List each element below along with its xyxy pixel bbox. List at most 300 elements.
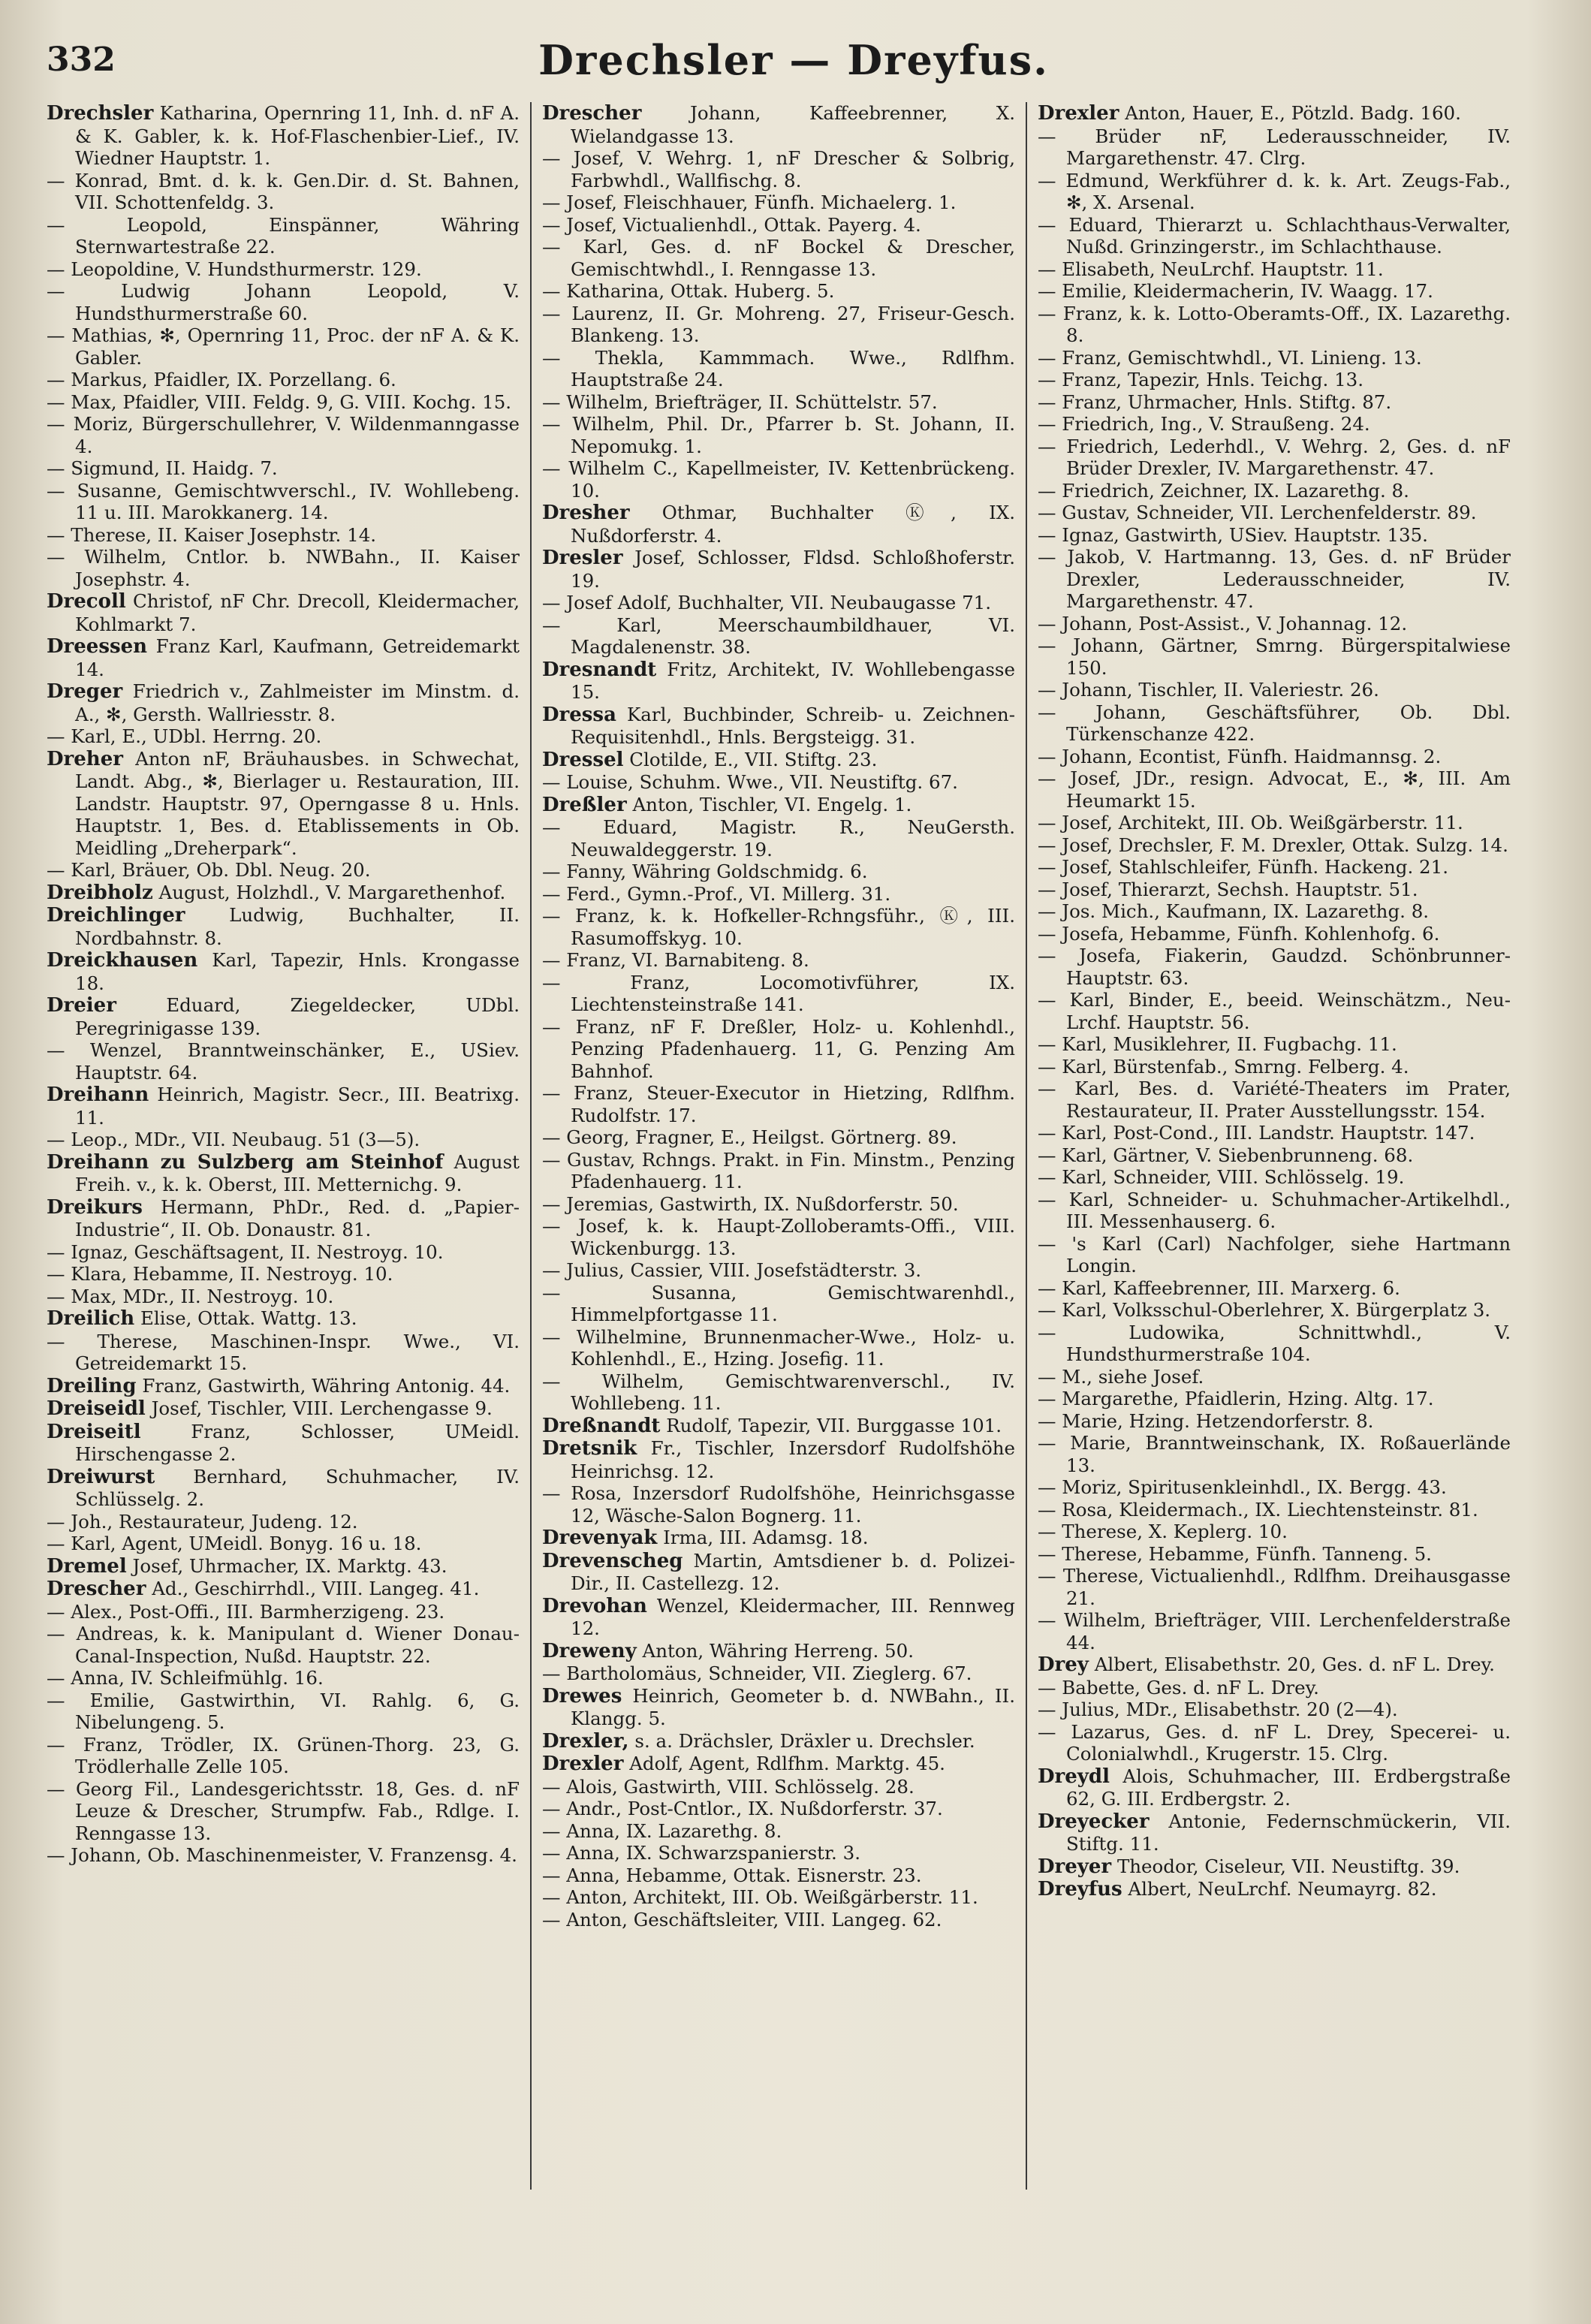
- entry-surname: Dreiseidl: [47, 1397, 146, 1420]
- directory-entry: [47, 1196, 520, 1241]
- directory-entry: [542, 413, 1015, 457]
- entry-text: Adolf, Agent, Rdlfhm. Marktg. 45.: [629, 1753, 945, 1774]
- directory-entry: [1038, 1432, 1511, 1476]
- directory-entry: [47, 1578, 520, 1601]
- directory-entry: [1038, 436, 1511, 480]
- directory-entry: [1038, 170, 1511, 214]
- entry-text: — Ludowika, Schnittwhdl., V. Hundsthurmerstraße 104.: [1038, 1321, 1511, 1365]
- entry-text: — Katharina, Ottak. Huberg. 5.: [542, 280, 835, 302]
- directory-entry: [1038, 701, 1511, 746]
- entry-text: — Andreas, k. k. Manipulant d. Wiener Donau-Canal-Inspection, Nußd. Hauptstr. 22.: [47, 1623, 520, 1667]
- directory-entry: [47, 1397, 520, 1421]
- directory-entry: [542, 1370, 1015, 1415]
- directory-entry: [542, 214, 1015, 237]
- entry-surname: Drechsler: [47, 102, 154, 125]
- entry-text: — Franz, VI. Barnabiteng. 8.: [542, 949, 809, 971]
- entry-text: — Johann, Gärtner, Smrng. Bürgerspitalwiese 150.: [1038, 635, 1511, 679]
- entry-text: — Franz, nF F. Dreßler, Holz- u. Kohlenhdl., Penzing Pfadenhauerg. 11, G. Penzing Am Bahnhof.: [542, 1015, 1015, 1082]
- directory-entry: [1038, 746, 1511, 768]
- entry-text: — Therese, II. Kaiser Josephstr. 14.: [47, 523, 377, 546]
- directory-entry: [1038, 1078, 1511, 1122]
- entry-text: — Margarethe, Pfaidlerin, Hzing. Altg. 17.: [1038, 1388, 1434, 1409]
- entry-text: — Johann, Ob. Maschinenmeister, V. Franzensg. 4.: [47, 1844, 517, 1866]
- directory-entry: [542, 1527, 1015, 1550]
- entry-text: — Emilie, Kleidermacherin, IV. Waagg. 17.: [1038, 280, 1433, 302]
- entry-surname: Drevenscheg: [542, 1549, 683, 1572]
- directory-entry: [47, 882, 520, 905]
- directory-entry: [542, 1730, 1015, 1753]
- entry-text: — Wilhelm, Gemischtwarenverschl., IV. Wohllebeng. 11.: [542, 1370, 1015, 1414]
- entry-text: — M., siehe Josef.: [1038, 1365, 1204, 1388]
- directory-entry: [47, 1307, 520, 1331]
- entry-surname: Dreiling: [47, 1374, 137, 1397]
- entry-surname: Drexler: [542, 1753, 624, 1775]
- directory-entry: [47, 949, 520, 994]
- entry-text: Franz, Schlosser, UMeidl. Hirschengasse 2.: [75, 1420, 520, 1465]
- directory-entry: [542, 547, 1015, 592]
- entry-surname: Drecoll: [47, 590, 126, 613]
- directory-entry: [1038, 1855, 1511, 1879]
- directory-entry: [47, 1241, 520, 1264]
- entry-text: — Ludwig Johann Leopold, V. Hundsthurmerstraße 60.: [47, 280, 520, 324]
- directory-entry: [1038, 767, 1511, 812]
- directory-entry: [1038, 1765, 1511, 1810]
- directory-entry: [542, 1640, 1015, 1663]
- directory-entry: [1038, 546, 1511, 613]
- directory-entry: [1038, 1810, 1511, 1855]
- directory-entry: [1038, 1322, 1511, 1366]
- entry-text: — Sigmund, II. Haidg. 7.: [47, 457, 278, 479]
- entry-text: — Karl, Kaffeebrenner, III. Marxerg. 6.: [1038, 1277, 1400, 1299]
- directory-entry: [542, 1149, 1015, 1193]
- entry-text: — Max, Pfaidler, VIII. Feldg. 9, G. VIII. Kochg. 15.: [47, 390, 512, 413]
- directory-entry: [542, 816, 1015, 861]
- entry-text: — Joh., Restaurateur, Judeng. 12.: [47, 1510, 358, 1533]
- entry-surname: Dreikurs: [47, 1195, 143, 1219]
- page-title: Drechsler — Dreyfus.: [538, 36, 1049, 84]
- entry-text: — Susanne, Gemischtwverschl., IV. Wohllebeng. 11 u. III. Marokkanerg. 14.: [47, 479, 520, 523]
- entry-text: Rudolf, Tapezir, VII. Burggasse 101.: [666, 1414, 1002, 1436]
- directory-entry: [1038, 1499, 1511, 1521]
- directory-entry: [1038, 1122, 1511, 1144]
- directory-entry: [1038, 413, 1511, 436]
- entry-text: Josef, Tischler, VIII. Lerchengasse 9.: [151, 1397, 493, 1419]
- directory-entry: [542, 280, 1015, 303]
- entry-text: — Johann, Econtist, Fünfh. Haidmannsg. 2.: [1038, 745, 1442, 767]
- directory-entry: [1038, 347, 1511, 369]
- entry-surname: Drexler,: [542, 1729, 629, 1753]
- entry-text: — Jakob, V. Hartmanng. 13, Ges. d. nF Brüder Drexler, Lederausschneider, IV. Margarethenstr. 47.: [1038, 546, 1511, 612]
- entry-text: Ludwig, Buchhalter, II. Nordbahnstr. 8.: [75, 904, 520, 949]
- directory-entry: [47, 994, 520, 1039]
- entry-text: — Anton, Geschäftsleiter, VIII. Langeg. 62.: [542, 1908, 942, 1931]
- entry-surname: Dreyecker: [1038, 1810, 1150, 1833]
- entry-surname: Drescher: [47, 1578, 146, 1600]
- entry-surname: Dressa: [542, 703, 616, 726]
- entry-text: — Karl, Musiklehrer, II. Fugbachg. 11.: [1038, 1033, 1397, 1055]
- directory-entry: [47, 214, 520, 258]
- entry-text: — Franz, Uhrmacher, Hnls. Stiftg. 87.: [1038, 390, 1392, 413]
- directory-entry: [1038, 1565, 1511, 1609]
- directory-entry: [47, 859, 520, 882]
- directory-entry: [47, 1623, 520, 1667]
- entry-text: — Franz, Tapezir, Hnls. Teichg. 13.: [1038, 369, 1364, 390]
- entry-text: — Josef, Drechsler, F. M. Drexler, Ottak. Sulzg. 14.: [1038, 833, 1508, 856]
- directory-entry: [1038, 1476, 1511, 1499]
- entry-surname: Dreweny: [542, 1639, 637, 1662]
- directory-entry: [1038, 1166, 1511, 1189]
- entry-text: Friedrich v., Zahlmeister im Minstm. d. A., ✻, Gersth. Wallriesstr. 8.: [75, 680, 520, 725]
- entry-surname: Drevohan: [542, 1594, 647, 1617]
- entry-text: — Friedrich, Zeichner, IX. Lazarethg. 8.: [1038, 479, 1409, 502]
- entry-text: Josef, Schlosser, Fldsd. Schloßhoferstr. 19.: [571, 547, 1015, 592]
- directory-entry: [542, 659, 1015, 704]
- directory-entry: [1038, 900, 1511, 923]
- entry-text: Franz, Gastwirth, Währing Antonig. 44.: [142, 1374, 511, 1397]
- column-1: [47, 102, 520, 2280]
- directory-entry: [1038, 879, 1511, 901]
- entry-text: — Karl, Meerschaumbildhauer, VI. Magdalenenstr. 38.: [542, 613, 1015, 658]
- entry-text: — Jeremias, Gastwirth, IX. Nußdorferstr. 50.: [542, 1192, 959, 1215]
- entry-text: — Alex., Post-Offi., III. Barmherzigeng. 23.: [47, 1600, 445, 1623]
- directory-entry: [542, 1662, 1015, 1685]
- entry-text: — Karl, Bes. d. Variété-Theaters im Prater, Restaurateur, II. Prater Ausstellungsstr. 154.: [1038, 1078, 1511, 1122]
- entry-text: — Marie, Hzing. Hetzendorferstr. 8.: [1038, 1409, 1374, 1432]
- entry-text: — Franz, Steuer-Executor in Hietzing, Rdlfhm. Rudolfstr. 17.: [542, 1082, 1015, 1126]
- entry-text: — Jos. Mich., Kaufmann, IX. Lazarethg. 8.: [1038, 900, 1430, 922]
- directory-entry: [47, 457, 520, 480]
- entry-text: — Leopold, Einspänner, Währing Sternwartestraße 22.: [47, 213, 520, 258]
- entry-surname: Dreyer: [1038, 1855, 1112, 1878]
- entry-text: — Leop., MDr., VII. Neubaug. 51 (3—5).: [47, 1129, 420, 1150]
- directory-entry: [542, 1082, 1015, 1126]
- entry-text: Martin, Amtsdiener b. d. Polizei-Dir., II. Castellezg. 12.: [571, 1549, 1015, 1594]
- directory-entry: [542, 1685, 1015, 1730]
- column-3: [1038, 102, 1511, 2280]
- directory-entry: [47, 725, 520, 748]
- directory-entry: [1038, 1299, 1511, 1322]
- directory-entry: [1038, 1543, 1511, 1566]
- column-divider: [1026, 102, 1027, 2190]
- entry-surname: Dreyfus: [1038, 1878, 1122, 1900]
- entry-text: — Franz, k. k. Hofkeller-Rchngsführ., Ⓚ, III. Rasumoffskyg. 10.: [542, 905, 1015, 949]
- directory-entry: [542, 1126, 1015, 1149]
- entry-text: — Rosa, Kleidermach., IX. Liechtensteinstr. 81.: [1038, 1498, 1478, 1521]
- entry-text: — Josef, JDr., resign. Advocat, E., ✻, III. Am Heumarkt 15.: [1038, 767, 1511, 812]
- entry-text: — Bartholomäus, Schneider, VII. Zieglerg. 67.: [542, 1662, 972, 1684]
- entry-text: Fritz, Architekt, IV. Wohllebengasse 15.: [571, 658, 1015, 703]
- directory-entry: [542, 1842, 1015, 1864]
- entry-surname: Dreher: [47, 747, 123, 770]
- entry-text: — Therese, Victualienhdl., Rdlfhm. Dreihausgasse 21.: [1038, 1565, 1511, 1609]
- directory-entry: [1038, 1410, 1511, 1433]
- entry-text: Hermann, PhDr., Red. d. „Papier-Industrie“, II. Ob. Donaustr. 81.: [75, 1195, 520, 1240]
- entry-text: — Josefa, Fiakerin, Gaudzd. Schönbrunner-Hauptstr. 63.: [1038, 945, 1511, 989]
- directory-entry: [542, 972, 1015, 1016]
- directory-entry: [47, 546, 520, 590]
- entry-surname: Dresler: [542, 547, 623, 569]
- directory-entry: [542, 1595, 1015, 1640]
- directory-entry: [1038, 1878, 1511, 1901]
- directory-entry: [542, 1864, 1015, 1887]
- entry-text: — Friedrich, Ing., V. Straußeng. 24.: [1038, 413, 1370, 435]
- entry-text: Heinrich, Magistr. Secr., III. Beatrixg. 11.: [75, 1084, 520, 1129]
- directory-entry: [542, 883, 1015, 906]
- directory-entry: [1038, 502, 1511, 524]
- directory-entry: [542, 1215, 1015, 1259]
- entry-surname: Dreßnandt: [542, 1414, 661, 1437]
- directory-entry: [1038, 945, 1511, 989]
- entry-text: — Anna, IX. Lazarethg. 8.: [542, 1819, 782, 1842]
- entry-text: — Eduard, Magistr. R., NeuGersth. Neuwaldeggerstr. 19.: [542, 816, 1015, 861]
- column-2: [542, 102, 1015, 2280]
- entry-text: Johann, Kaffeebrenner, X. Wielandgasse 13.: [571, 102, 1015, 147]
- directory-entry: [542, 457, 1015, 502]
- entry-text: — Laurenz, II. Gr. Mohreng. 27, Friseur-Gesch. Blankeng. 13.: [542, 302, 1015, 346]
- entry-text: — Mathias, ✻, Opernring 11, Proc. der nF A. & K. Gabler.: [47, 324, 520, 369]
- entry-text: — Johann, Tischler, II. Valeriestr. 26.: [1038, 679, 1379, 701]
- directory-entry: [1038, 524, 1511, 547]
- directory-entry: [47, 1533, 520, 1555]
- entry-surname: Dressel: [542, 748, 624, 771]
- entry-text: — Wenzel, Branntweinschänker, E., USiev. Hauptstr. 64.: [47, 1039, 520, 1084]
- entry-text: Franz Karl, Kaufmann, Getreidemarkt 14.: [75, 635, 520, 680]
- entry-text: — Ignaz, Geschäftsagent, II. Nestroyg. 10.: [47, 1240, 444, 1263]
- entry-text: — Fanny, Währing Goldschmidg. 6.: [542, 861, 868, 882]
- entry-text: — Susanna, Gemischtwarenhdl., Himmelpfortgasse 11.: [542, 1281, 1015, 1325]
- entry-text: — Karl, Bürstenfab., Smrng. Felberg. 4.: [1038, 1055, 1409, 1078]
- entry-text: Eduard, Ziegeldecker, UDbl. Peregrinigasse 139.: [75, 994, 520, 1039]
- directory-entry: [1038, 812, 1511, 834]
- directory-entry: [542, 1482, 1015, 1527]
- entry-text: Anton, Hauer, E., Pötzld. Badg. 160.: [1125, 102, 1461, 124]
- directory-entry: [1038, 856, 1511, 879]
- directory-entry: [542, 191, 1015, 214]
- entry-text: — Wilhelm, Phil. Dr., Pfarrer b. St. Johann, II. Nepomukg. 1.: [542, 413, 1015, 457]
- entry-surname: Dreßler: [542, 793, 627, 816]
- directory-entry: [542, 502, 1015, 547]
- directory-entry: [1038, 613, 1511, 635]
- entry-text: — Wilhelm, Briefträger, VIII. Lerchenfelderstraße 44.: [1038, 1609, 1511, 1653]
- entry-surname: Dreger: [47, 680, 123, 703]
- directory-entry: [542, 861, 1015, 883]
- entry-text: Anton, Tischler, VI. Engelg. 1.: [632, 793, 912, 815]
- entry-surname: Dreickhausen: [47, 949, 198, 972]
- directory-entry: [47, 1689, 520, 1734]
- entry-text: — Josef, Architekt, III. Ob. Weißgärberstr. 11.: [1038, 812, 1463, 833]
- entry-text: — Josef, V. Wehrg. 1, nF Drescher & Solbrig, Farbwhdl., Wallfischg. 8.: [542, 147, 1015, 191]
- directory-entry: [542, 147, 1015, 191]
- entry-text: — 's Karl (Carl) Nachfolger, siehe Hartmann Longin.: [1038, 1232, 1511, 1277]
- entry-text: — Karl, Schneider, VIII. Schlösselg. 19.: [1038, 1166, 1405, 1188]
- entry-text: — Karl, Gärtner, V. Siebenbrunneng. 68.: [1038, 1144, 1414, 1166]
- entry-text: Bernhard, Schuhmacher, IV. Schlüsselg. 2.: [75, 1465, 520, 1510]
- directory-entry: [542, 1016, 1015, 1083]
- directory-entry: [47, 1039, 520, 1084]
- entry-text: Fr., Tischler, Inzersdorf Rudolfshöhe Heinrichsg. 12.: [571, 1437, 1015, 1482]
- directory-entry: [47, 480, 520, 524]
- entry-text: — Konrad, Bmt. d. k. k. Gen.Dir. d. St. Bahnen, VII. Schottenfeldg. 3.: [47, 169, 520, 213]
- entry-text: — Karl, Post-Cond., III. Landstr. Hauptstr. 147.: [1038, 1122, 1475, 1144]
- entry-text: Clotilde, E., VII. Stiftg. 23.: [629, 748, 878, 770]
- directory-entry: [1038, 1033, 1511, 1056]
- entry-text: — Lazarus, Ges. d. nF L. Drey, Specerei- u. Colonialwhdl., Krugerstr. 15. Clrg.: [1038, 1720, 1511, 1765]
- directory-entry: [47, 748, 520, 860]
- directory-entry: [542, 1282, 1015, 1326]
- entry-surname: Drescher: [542, 102, 642, 125]
- entry-surname: Dreihann zu Sulzberg am Steinhof: [47, 1150, 444, 1174]
- entry-text: — Moriz, Bürgerschullehrer, V. Wildenmanngasse 4.: [47, 413, 520, 457]
- entry-text: Theodor, Ciseleur, VII. Neustiftg. 39.: [1116, 1855, 1460, 1877]
- directory-entry: [542, 1550, 1015, 1595]
- directory-entry: [542, 102, 1015, 147]
- entry-text: Alois, Schuhmacher, III. Erdbergstraße 62, G. III. Erdbergstr. 2.: [1066, 1765, 1511, 1810]
- directory-entry: [47, 1511, 520, 1533]
- entry-text: Katharina, Opernring 11, Inh. d. nF A. & K. Gabler, k. k. Hof-Flaschenbier-Lief., IV. Wiedner Hauptstr. 1.: [75, 102, 520, 169]
- directory-entry: [1038, 1277, 1511, 1300]
- directory-entry: [47, 1151, 520, 1196]
- directory-entry: [1038, 369, 1511, 391]
- directory-entry: [47, 102, 520, 170]
- directory-entry: [47, 1555, 520, 1578]
- directory-entry: [1038, 280, 1511, 303]
- entry-text: Elise, Ottak. Wattg. 13.: [140, 1307, 357, 1329]
- directory-entry: [542, 704, 1015, 749]
- entry-text: — Klara, Hebamme, II. Nestroyg. 10.: [47, 1263, 393, 1285]
- entry-text: — Thekla, Kammmach. Wwe., Rdlfhm. Hauptstraße 24.: [542, 346, 1015, 390]
- entry-text: — Leopoldine, V. Hundsthurmerstr. 129.: [47, 258, 422, 280]
- entry-text: — Wilhelm, Briefträger, II. Schüttelstr. 57.: [542, 390, 938, 413]
- entry-text: — Therese, X. Keplerg. 10.: [1038, 1521, 1288, 1542]
- directory-entry: [542, 1193, 1015, 1216]
- entry-text: — Ferd., Gymn.-Prof., VI. Millerg. 31.: [542, 882, 891, 905]
- directory-entry: [47, 1421, 520, 1466]
- directory-entry: [542, 391, 1015, 414]
- entry-surname: Dresher: [542, 502, 630, 524]
- entry-surname: Drevenyak: [542, 1527, 658, 1549]
- entry-text: Irma, III. Adamsg. 18.: [663, 1527, 869, 1548]
- entry-text: — Ignaz, Gastwirth, USiev. Hauptstr. 135.: [1038, 523, 1428, 546]
- entry-text: — Emilie, Gastwirthin, VI. Rahlg. 6, G. Nibelungeng. 5.: [47, 1689, 520, 1733]
- entry-surname: Dreilich: [47, 1307, 135, 1330]
- directory-entry: [1038, 391, 1511, 414]
- entry-text: — Marie, Branntweinschank, IX. Roßauerlände 13.: [1038, 1432, 1511, 1476]
- directory-entry: [47, 1129, 520, 1151]
- entry-text: — Georg, Fragner, E., Heilgst. Görtnerg. 89.: [542, 1126, 957, 1148]
- entry-text: — Josef, k. k. Haupt-Zolloberamts-Offi., VIII. Wickenburgg. 13.: [542, 1215, 1015, 1259]
- entry-text: — Anna, IX. Schwarzspanierstr. 3.: [542, 1842, 860, 1864]
- entry-text: — Friedrich, Lederhdl., V. Wehrg. 2, Ges. d. nF Brüder Drexler, IV. Margarethenstr. 47.: [1038, 435, 1511, 479]
- entry-text: s. a. Drächsler, Dräxler u. Drechsler.: [634, 1729, 975, 1752]
- entry-text: — Georg Fil., Landesgerichtsstr. 18, Ges. d. nF Leuze & Drescher, Strumpfw. Fab., Rdlge. I. Renngasse 13.: [47, 1777, 520, 1844]
- directory-entry: [1038, 1189, 1511, 1233]
- entry-text: — Therese, Hebamme, Fünfh. Tanneng. 5.: [1038, 1542, 1432, 1565]
- directory-entry: [47, 1778, 520, 1845]
- entry-surname: Dretsnik: [542, 1437, 637, 1460]
- directory-entry: [47, 1844, 520, 1867]
- entry-text: Ad., Geschirrhdl., VIII. Langeg. 41.: [152, 1578, 480, 1599]
- entry-text: — Karl, Binder, E., beeid. Weinschätzm., Neu-Lrchf. Hauptstr. 56.: [1038, 989, 1511, 1033]
- entry-surname: Drewes: [542, 1684, 622, 1708]
- entry-text: — Franz, Trödler, IX. Grünen-Thorg. 23, G. Trödlerhalle Zelle 105.: [47, 1733, 520, 1777]
- directory-entry: [47, 170, 520, 214]
- entry-text: — Max, MDr., II. Nestroyg. 10.: [47, 1285, 334, 1307]
- entry-surname: Dreibholz: [47, 881, 153, 904]
- directory-entry: [47, 280, 520, 324]
- entry-text: — Gustav, Schneider, VII. Lerchenfelderstr. 89.: [1038, 502, 1477, 523]
- entry-text: Josef, Uhrmacher, IX. Marktg. 43.: [132, 1554, 447, 1577]
- entry-text: August Freih. v., k. k. Oberst, III. Metternichg. 9.: [75, 1150, 520, 1195]
- directory-entry: [47, 590, 520, 635]
- directory-entry: [47, 1263, 520, 1286]
- entry-text: — Rosa, Inzersdorf Rudolfshöhe, Heinrichsgasse 12, Wäsche-Salon Bognerg. 11.: [542, 1482, 1015, 1527]
- directory-entry: [1038, 1388, 1511, 1410]
- directory-entry: [47, 1466, 520, 1511]
- entry-text: — Julius, Cassier, VIII. Josefstädterstr. 3.: [542, 1259, 922, 1281]
- directory-entry: [47, 1084, 520, 1129]
- directory-entry: [1038, 679, 1511, 701]
- directory-entry: [1038, 1721, 1511, 1765]
- entry-text: — Wilhelm, Cntlor. b. NWBahn., II. Kaiser Josephstr. 4.: [47, 546, 520, 590]
- entry-text: — Moriz, Spiritusenkleinhdl., IX. Bergg. 43.: [1038, 1476, 1447, 1498]
- entry-text: Antonie, Federnschmückerin, VII. Stiftg. 11.: [1066, 1810, 1511, 1855]
- directory-entry: [1038, 1699, 1511, 1721]
- directory-entry: [47, 1667, 520, 1689]
- directory-entry: [1038, 214, 1511, 258]
- entry-text: — Karl, Schneider- u. Schuhmacher-Artikelhdl., III. Messenhauserg. 6.: [1038, 1188, 1511, 1232]
- directory-entry: [47, 1734, 520, 1778]
- entry-text: — Anna, Hebamme, Ottak. Eisnerstr. 23.: [542, 1864, 922, 1886]
- entry-text: — Therese, Maschinen-Inspr. Wwe., VI. Getreidemarkt 15.: [47, 1330, 520, 1374]
- entry-surname: Dremel: [47, 1554, 127, 1578]
- entry-text: — Gustav, Rchngs. Prakt. in Fin. Minstm., Penzing Pfadenhauerg. 11.: [542, 1148, 1015, 1192]
- entry-text: Karl, Tapezir, Hnls. Krongasse 18.: [75, 949, 520, 994]
- entry-text: Karl, Buchbinder, Schreib- u. Zeichnen-Requisitenhdl., Hnls. Bergsteigg. 31.: [571, 703, 1015, 748]
- entry-surname: Dreier: [47, 994, 116, 1017]
- directory-entry: [542, 347, 1015, 391]
- directory-entry: [542, 1753, 1015, 1776]
- directory-entry: [47, 635, 520, 680]
- directory-entry: [542, 949, 1015, 972]
- directory-entry: [542, 905, 1015, 949]
- entry-text: Wenzel, Kleidermacher, III. Rennweg 12.: [571, 1594, 1015, 1639]
- directory-entry: [1038, 1056, 1511, 1078]
- page-header: [47, 36, 1541, 93]
- entry-surname: Drexler: [1038, 102, 1119, 125]
- directory-entry: [47, 1601, 520, 1623]
- entry-text: — Edmund, Werkführer d. k. k. Art. Zeugs-Fab., ✻, X. Arsenal.: [1038, 169, 1511, 213]
- entry-text: — Elisabeth, NeuLrchf. Hauptstr. 11.: [1038, 258, 1384, 280]
- entry-surname: Dreichlinger: [47, 904, 185, 927]
- column-divider: [530, 102, 532, 2190]
- entry-surname: Dreessen: [47, 635, 148, 658]
- entry-text: — Babette, Ges. d. nF L. Drey.: [1038, 1676, 1319, 1699]
- entry-surname: Dreihann: [47, 1084, 149, 1106]
- directory-entry: [542, 749, 1015, 772]
- entry-text: — Anna, IV. Schleifmühlg. 16.: [47, 1667, 324, 1689]
- entry-text: — Karl, Ges. d. nF Bockel & Drescher, Gemischtwhdl., I. Renngasse 13.: [542, 236, 1015, 280]
- entry-surname: Dreiseitl: [47, 1420, 141, 1443]
- directory-entry: [542, 1776, 1015, 1798]
- directory-entry: [1038, 1366, 1511, 1388]
- directory-entry: [1038, 834, 1511, 857]
- directory-entry: [542, 614, 1015, 659]
- directory-entry: [542, 1909, 1015, 1931]
- directory-entry: [542, 303, 1015, 347]
- entry-text: — Karl, Volksschul-Oberlehrer, X. Bürgerplatz 3.: [1038, 1299, 1491, 1321]
- directory-entry: [542, 1437, 1015, 1482]
- entry-text: — Brüder nF, Lederausschneider, IV. Margarethenstr. 47. Clrg.: [1038, 125, 1511, 169]
